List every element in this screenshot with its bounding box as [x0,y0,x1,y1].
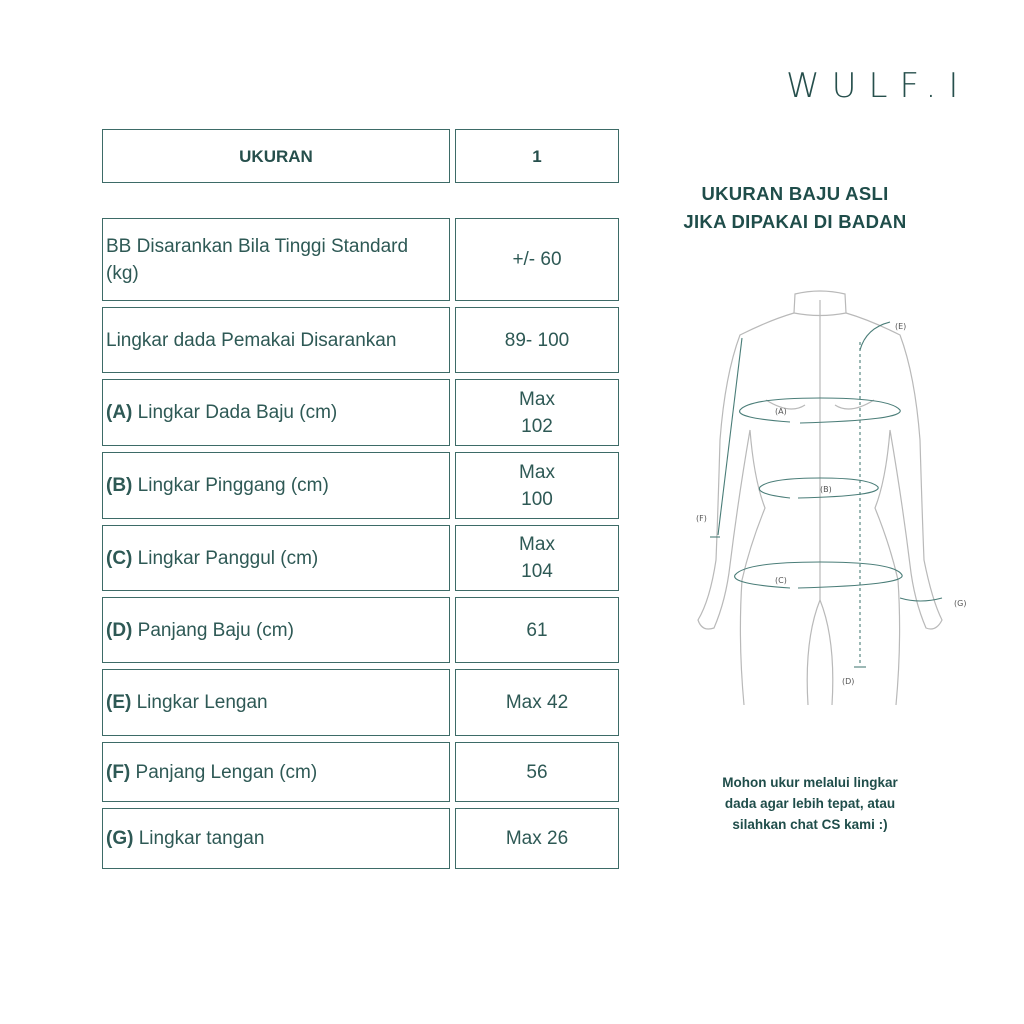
row-value-text: 56 [526,761,548,783]
row-letter: (B) [106,475,133,496]
diagram-heading: UKURAN BAJU ASLI JIKA DIPAKAI DI BADAN [683,183,907,232]
row-label-text: BB Disarankan Bila Tinggi Standard (kg) [106,235,409,284]
row-label-text: Lingkar tangan [133,828,265,849]
row-label-text: Panjang Lengan (cm) [130,761,318,783]
row-value-text: Max 104 [519,534,555,582]
header-label: UKURAN [239,146,313,166]
mannequin-right-outline [846,313,942,705]
row-label-text: Lingkar Pinggang (cm) [132,475,329,496]
row-letter: (E) [106,692,132,713]
row-value-e [455,669,619,736]
label-g: (G) [954,599,967,608]
row-label-text: Lingkar Dada Baju (cm) [132,402,338,423]
row-value-text: +/- 60 [512,249,562,270]
brand-logo: WULF.I [786,66,971,106]
table-header-size [102,129,450,183]
row-value-text: Max 100 [519,461,555,510]
row-value-text: Max 102 [519,388,555,437]
row-label-a [102,379,450,446]
row-value-text: Max 42 [505,692,569,713]
label-b: (B) [820,485,832,494]
measurement-note: Mohon ukur melalui lingkar dada agar lebih tepat, atau silahkan chat CS kami :) [722,775,898,832]
row-value-text: 89- 100 [504,329,570,351]
row-label-weight [102,218,450,301]
row-label-text: Lingkar Panggul (cm) [132,547,319,569]
row-label-chest-wearer [102,307,450,373]
row-value-chest-wearer [455,307,619,373]
label-d: (D) [842,677,855,686]
mannequin-legs [807,600,833,705]
row-label-text: Lingkar Lengan [131,692,268,713]
label-c: (C) [775,576,787,585]
row-value-text: Max 26 [505,828,569,849]
row-label-text: Lingkar dada Pemakai Disarankan [106,329,397,351]
label-a: (A) [775,407,787,416]
label-e: (E) [895,322,907,331]
row-value-g [455,808,619,869]
mannequin-left-outline [698,313,794,705]
row-value-f [455,742,619,802]
row-value-c [455,525,619,591]
measure-hip-line [735,562,903,588]
row-letter: (D) [106,619,133,641]
label-f: (F) [696,514,707,523]
row-letter: (C) [106,547,133,569]
row-value-text: 61 [526,619,548,641]
table-header-size-value [455,129,619,183]
mannequin-figure [680,280,980,710]
header-value: 1 [532,146,542,166]
row-letter: (G) [106,828,134,849]
row-letter: (A) [106,402,133,423]
measure-wrist-line [900,598,942,601]
row-value-weight [455,218,619,301]
row-label-e [102,669,450,736]
row-letter: (F) [106,761,131,783]
row-label-f [102,742,450,802]
row-label-text: Panjang Baju (cm) [132,619,294,641]
row-label-b [102,452,450,519]
row-value-d [455,597,619,663]
row-value-b [455,452,619,519]
row-label-c [102,525,450,591]
row-value-a [455,379,619,446]
row-label-g [102,808,450,869]
row-label-d [102,597,450,663]
measure-upper-arm-line [860,322,890,350]
